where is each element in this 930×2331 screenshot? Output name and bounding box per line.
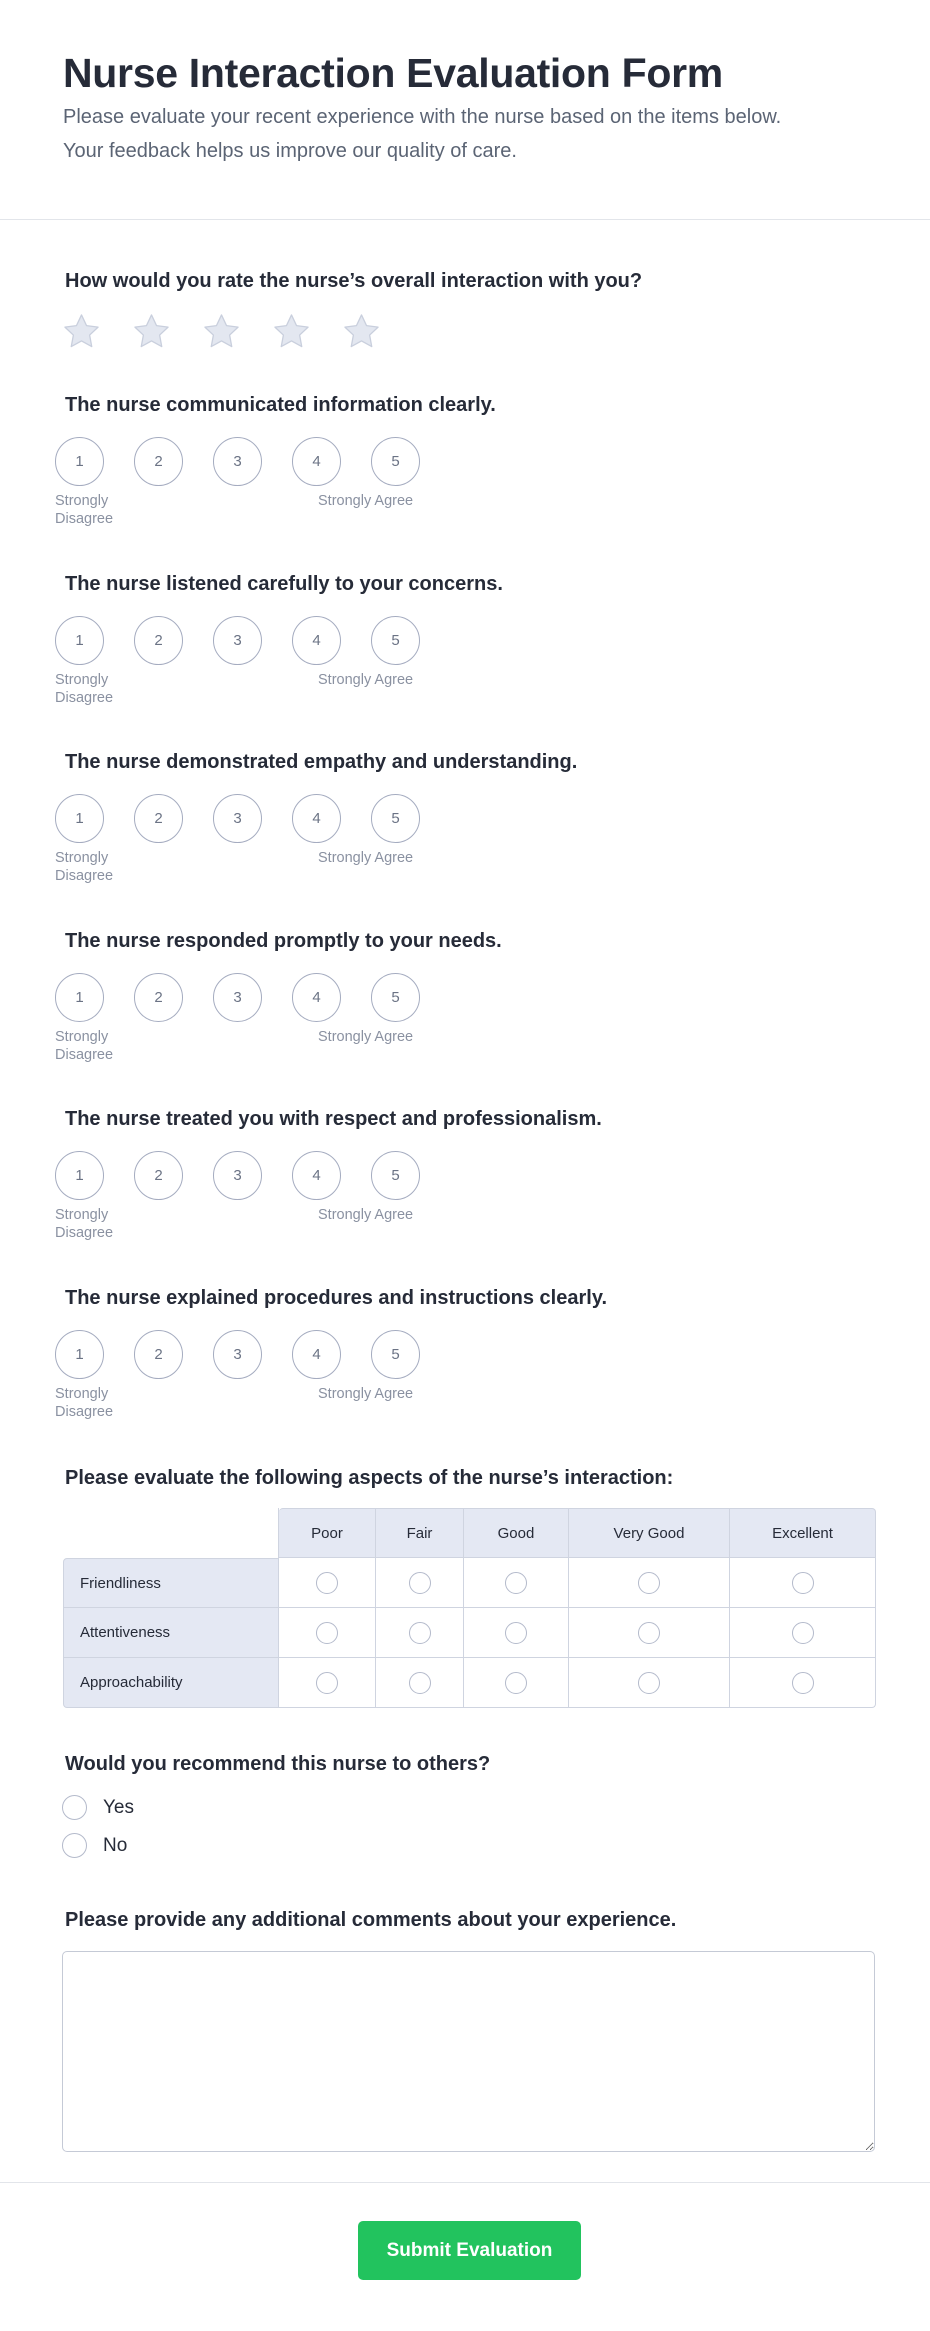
- scale-high-label: Strongly Agree: [318, 850, 414, 866]
- matrix-radio[interactable]: [505, 1622, 527, 1644]
- likert-option-3[interactable]: 3: [213, 1330, 262, 1379]
- scale-high-label: Strongly Agree: [318, 1385, 414, 1402]
- likert-option-2[interactable]: 2: [134, 437, 183, 486]
- likert-option-1[interactable]: 1: [55, 1330, 104, 1379]
- scale-high-label: Strongly Agree: [318, 671, 414, 688]
- likert-question: The nurse explained procedures and instructions clearly.: [65, 1286, 608, 1309]
- matrix-radio[interactable]: [409, 1622, 431, 1644]
- matrix-radio[interactable]: [792, 1672, 814, 1694]
- scale-low-label: Strongly Disagree: [55, 671, 114, 706]
- matrix-cell: [569, 1658, 730, 1708]
- likert-option-3[interactable]: 3: [213, 794, 262, 843]
- star-icon[interactable]: [62, 312, 101, 351]
- matrix-row: [63, 1658, 876, 1708]
- matrix-radio[interactable]: [638, 1672, 660, 1694]
- matrix-radio[interactable]: [792, 1572, 814, 1594]
- form-description: Your feedback helps us improve our quality of care.: [63, 140, 517, 162]
- matrix-cell: [376, 1658, 464, 1708]
- form-description: Please evaluate your recent experience with the nurse based on the items below.: [63, 106, 782, 128]
- matrix-cell: [279, 1608, 376, 1658]
- matrix-cell: [569, 1558, 730, 1608]
- likert-option-1[interactable]: 1: [55, 616, 104, 665]
- scale-low-label: Strongly Disagree: [55, 1028, 114, 1063]
- matrix-row: [63, 1558, 876, 1608]
- matrix-cell: [464, 1608, 569, 1658]
- likert-option-4[interactable]: 4: [292, 973, 341, 1022]
- matrix-radio[interactable]: [316, 1672, 338, 1694]
- matrix-cell: [730, 1658, 876, 1708]
- matrix-cell: [730, 1608, 876, 1658]
- likert-option-2[interactable]: 2: [134, 1330, 183, 1379]
- likert-question: The nurse communicated information clearly.: [65, 394, 496, 416]
- matrix-radio[interactable]: [638, 1622, 660, 1644]
- likert-option-4[interactable]: 4: [292, 1151, 341, 1200]
- star-rating[interactable]: [62, 312, 381, 351]
- likert-option-2[interactable]: 2: [134, 794, 183, 843]
- likert-option-2[interactable]: 2: [134, 1151, 183, 1200]
- matrix-cell: [464, 1658, 569, 1708]
- matrix-cell: [730, 1558, 876, 1608]
- submit-evaluation-button[interactable]: Submit Evaluation: [358, 2221, 581, 2280]
- likert-question: The nurse responded promptly to your needs.: [65, 929, 502, 952]
- matrix-radio[interactable]: [409, 1672, 431, 1694]
- matrix-radio[interactable]: [409, 1572, 431, 1594]
- scale-high-label: Strongly Agree: [318, 1207, 414, 1223]
- matrix-cell: [376, 1558, 464, 1608]
- matrix-radio[interactable]: [505, 1572, 527, 1594]
- likert-option-2[interactable]: 2: [134, 973, 183, 1022]
- likert-question: The nurse demonstrated empathy and understanding.: [65, 751, 578, 773]
- scale-low-label: Strongly Disagree: [55, 1385, 114, 1420]
- likert-scale: [55, 437, 420, 486]
- likert-scale: [55, 1330, 420, 1379]
- matrix-radio[interactable]: [316, 1622, 338, 1644]
- star-icon[interactable]: [342, 312, 381, 351]
- likert-option-3[interactable]: 3: [213, 616, 262, 665]
- likert-scale: [55, 616, 420, 665]
- form-header: [0, 0, 930, 220]
- scale-high-label: Strongly Agree: [318, 1028, 414, 1045]
- matrix-radio[interactable]: [638, 1572, 660, 1594]
- likert-option-3[interactable]: 3: [213, 437, 262, 486]
- matrix-cell: [279, 1658, 376, 1708]
- likert-option-1[interactable]: 1: [55, 794, 104, 843]
- footer-divider: [0, 2182, 930, 2183]
- radio-yes[interactable]: [62, 1795, 87, 1820]
- comments-question: Please provide any additional comments about your experience.: [65, 1909, 677, 1931]
- likert-option-4[interactable]: 4: [292, 616, 341, 665]
- radio-no[interactable]: [62, 1833, 87, 1858]
- aspects-matrix: [63, 1508, 876, 1708]
- matrix-column-header: Fair: [376, 1508, 464, 1558]
- page-title: Nurse Interaction Evaluation Form: [63, 50, 723, 96]
- likert-option-5[interactable]: 5: [371, 1151, 420, 1200]
- likert-option-4[interactable]: 4: [292, 794, 341, 843]
- matrix-cell: [464, 1558, 569, 1608]
- likert-option-5[interactable]: 5: [371, 437, 420, 486]
- likert-option-4[interactable]: 4: [292, 1330, 341, 1379]
- likert-option-5[interactable]: 5: [371, 616, 420, 665]
- matrix-corner: [63, 1508, 279, 1558]
- likert-option-2[interactable]: 2: [134, 616, 183, 665]
- matrix-cell: [279, 1558, 376, 1608]
- matrix-column-header: Poor: [279, 1508, 376, 1558]
- likert-option-1[interactable]: 1: [55, 973, 104, 1022]
- recommend-option-yes[interactable]: [62, 1795, 134, 1820]
- likert-option-1[interactable]: 1: [55, 437, 104, 486]
- matrix-radio[interactable]: [792, 1622, 814, 1644]
- likert-option-3[interactable]: 3: [213, 1151, 262, 1200]
- recommend-option-no[interactable]: [62, 1833, 127, 1858]
- matrix-question: Please evaluate the following aspects of the nurse’s interaction:: [65, 1467, 674, 1489]
- matrix-column-header: Good: [464, 1508, 569, 1558]
- star-icon[interactable]: [272, 312, 311, 351]
- scale-low-label: Strongly Disagree: [55, 493, 114, 527]
- matrix-column-header: Excellent: [730, 1508, 876, 1558]
- likert-option-5[interactable]: 5: [371, 794, 420, 843]
- matrix-row: [63, 1608, 876, 1658]
- matrix-cell: [376, 1608, 464, 1658]
- likert-option-1[interactable]: 1: [55, 1151, 104, 1200]
- likert-option-3[interactable]: 3: [213, 973, 262, 1022]
- recommend-question: Would you recommend this nurse to others?: [65, 1753, 491, 1775]
- scale-low-label: Strongly Disagree: [55, 1207, 114, 1241]
- question-overall-rating: How would you rate the nurse’s overall interaction with you?: [65, 270, 643, 292]
- matrix-cell: [569, 1608, 730, 1658]
- matrix-row-header: Friendliness: [63, 1558, 279, 1608]
- comments-textarea[interactable]: [62, 1951, 875, 2152]
- matrix-row-header: Attentiveness: [63, 1608, 279, 1658]
- likert-scale: [55, 973, 420, 1022]
- option-label: Yes: [103, 1796, 134, 1818]
- star-icon[interactable]: [132, 312, 171, 351]
- star-icon[interactable]: [202, 312, 241, 351]
- likert-option-5[interactable]: 5: [371, 1330, 420, 1379]
- likert-option-5[interactable]: 5: [371, 973, 420, 1022]
- likert-option-4[interactable]: 4: [292, 437, 341, 486]
- likert-scale: [55, 1151, 420, 1200]
- option-label: No: [103, 1834, 128, 1856]
- likert-question: The nurse treated you with respect and professionalism.: [65, 1108, 602, 1130]
- matrix-radio[interactable]: [316, 1572, 338, 1594]
- scale-low-label: Strongly Disagree: [55, 850, 114, 884]
- matrix-radio[interactable]: [505, 1672, 527, 1694]
- likert-question: The nurse listened carefully to your concerns.: [65, 572, 503, 595]
- scale-high-label: Strongly Agree: [318, 493, 414, 509]
- likert-scale: [55, 794, 420, 843]
- matrix-row-header: Approachability: [63, 1658, 279, 1708]
- matrix-column-header: Very Good: [569, 1508, 730, 1558]
